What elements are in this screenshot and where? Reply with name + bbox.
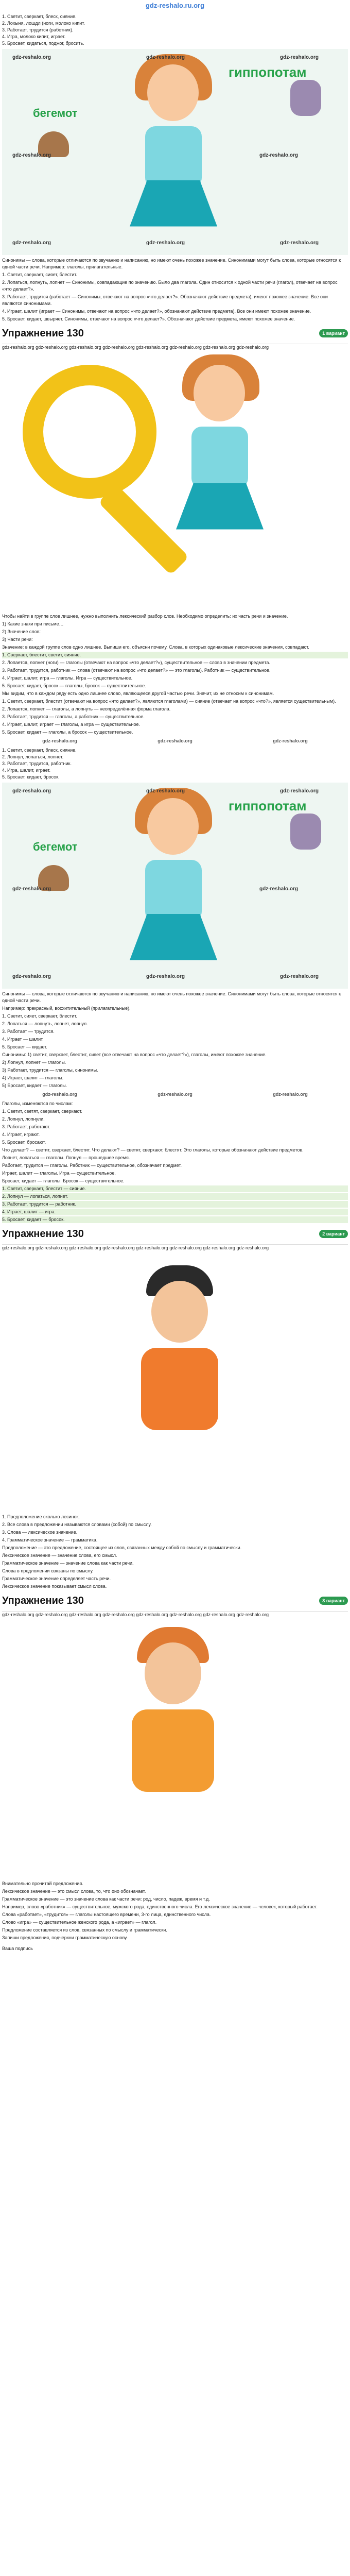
watermark: gdz-reshalo.org <box>42 1092 77 1097</box>
magnifier-image <box>23 365 156 499</box>
girl-skirt <box>130 914 217 960</box>
watermark: gdz-reshalo.org <box>69 344 101 350</box>
paragraph: Лексическое значение — значение слова, его смысл. <box>2 1552 117 1558</box>
illustration-boy-orange <box>2 1612 348 1879</box>
paragraph: 3. Работает — трудится. <box>2 1028 55 1034</box>
exercise-badge[interactable]: 1 вариант <box>319 329 348 337</box>
paragraph: Слово «игра» — существительное женского рода, а «играет» — глагол. <box>2 1919 157 1925</box>
girl-head <box>194 365 245 421</box>
girl-skirt <box>130 180 217 227</box>
watermark: gdz-reshalo.org <box>42 738 77 744</box>
paragraph: 4. Играет, шалит (играет — Синонимы, отвечают на вопрос «что делает?», обозначают действие предмета). Все они имеют похожее значение. <box>2 308 311 314</box>
paragraph: 1. Светит, сверкает, блестит — сияние. <box>2 1185 348 1192</box>
answer-block-3 <box>2 613 348 736</box>
paragraph: 4. Играет, шалит, игра — глаголы. Игра — существительное. <box>2 675 133 681</box>
watermark: gdz-reshalo.org <box>203 1612 235 1617</box>
paragraph: Слова «работает», «трудится» — глаголы настоящего времени, 3-го лица, единственного числа. <box>2 1911 211 1917</box>
watermark: gdz-reshalo.org <box>236 1245 269 1250</box>
watermark: gdz-reshalo.org <box>2 1612 34 1617</box>
paragraph: Синонимы — слова, которые отличаются по звучанию и написанию, но имеют очень похожее значение. Синонимами могут быть слова, которые относятся к одной части речи. <box>2 991 341 1003</box>
site-header[interactable]: gdz-reshalo.ru.org <box>145 2 205 9</box>
paragraph: 5. Бросает, кидает, швыряет. Синонимы, отвечают на вопрос «что делает?». Обозначают действие предмета, имеют похожее значение. <box>2 316 295 321</box>
paragraph: 4) Играет, шалит — глаголы. <box>2 1075 64 1080</box>
exercise-badge[interactable]: 2 вариант <box>319 1230 348 1238</box>
watermark: gdz-reshalo.org <box>169 1612 202 1617</box>
watermark: gdz-reshalo.org <box>157 1092 192 1097</box>
exercise-title: Упражнение 130 <box>2 1595 84 1606</box>
hippo-label: гиппопотам <box>229 798 307 814</box>
answer-line: 4. Игра, молоко кипит, играет. <box>2 33 66 39</box>
paragraph: Что делает? — светит, сверкает, блестит. Что делают? — светят, сверкают, блестят. Это глаголы, которые обозначают действие предметов. <box>2 1147 304 1153</box>
hippo-image <box>290 814 321 850</box>
exercise-title: Упражнение 130 <box>2 1228 84 1240</box>
watermark: gdz-reshalo.org <box>69 1245 101 1250</box>
watermark: gdz-reshalo.org <box>236 344 269 350</box>
paragraph: Работает, трудится — глаголы. Работник — существительное, обозначает предмет. <box>2 1162 182 1168</box>
watermark: gdz-reshalo.org <box>157 738 192 744</box>
watermark: gdz-reshalo.org <box>12 240 51 246</box>
paragraph: Предположение — это предложение, состоящее из слов, связанных между собой по смыслу и грамматически. <box>2 1545 242 1550</box>
paragraph: Бросает, кидает — глаголы. Бросок — существительное. <box>2 1178 125 1183</box>
paragraph: 1. Предположение сколько лесинок. <box>2 1514 80 1519</box>
watermark: gdz-reshalo.org <box>136 344 168 350</box>
paragraph: Внимательно прочитай предложения. <box>2 1880 83 1886</box>
watermark: gdz-reshalo.org <box>203 344 235 350</box>
illustration-magnifier-girl <box>2 344 348 612</box>
watermark: gdz-reshalo.org <box>259 152 299 158</box>
watermark: gdz-reshalo.org <box>36 344 68 350</box>
hedgehog-label: бегемот <box>33 840 78 853</box>
watermark: gdz-reshalo.org <box>280 973 319 979</box>
watermark: gdz-reshalo.org <box>102 1245 135 1250</box>
exercise-130-title-3 <box>2 1591 348 1612</box>
answer-line: 3. Работает, трудится, работник. <box>2 760 72 766</box>
watermark: gdz-reshalo.org <box>273 738 308 744</box>
paragraph: 1. Сверкает, блестит, светит, сияние. <box>2 652 348 658</box>
answer-line: 2. Лохыня, лошдл (ноги, молоко кипит. <box>2 20 85 26</box>
watermark: gdz-reshalo.org <box>169 344 202 350</box>
watermark: gdz-reshalo.org <box>236 1612 269 1617</box>
answer-line: 5. Бросает, кидает, бросок. <box>2 774 60 779</box>
girl-head <box>147 64 199 121</box>
paragraph: 3) Части речи: <box>2 636 33 642</box>
watermark: gdz-reshalo.org <box>12 973 51 979</box>
footer-text: Ваша подпись <box>2 1945 33 1951</box>
paragraph: 4. Грамматическое значение — грамматика. <box>2 1537 98 1543</box>
paragraph: Грамматическое значение — это значение слова как части речи: род, число, падеж, время и т.д. <box>2 1896 210 1902</box>
paragraph: 3. Работает, трудится, работник — слова (отвечают на вопрос «что делает?» — это глаголы). Работник — существительное. <box>2 667 271 673</box>
paragraph: 2) Значение слов: <box>2 629 41 634</box>
paragraph: 2. Лопаться, лопнуть, лопнет — Синонимы, совпадающие по значению. Было два глагола. Один относится к одной части речи (глагол), отвечает на вопрос «что делает?». <box>2 279 338 292</box>
paragraph: 5. Бросает, кидает, бросок — глаголы, бросок — существительное. <box>2 683 146 688</box>
watermark: gdz-reshalo.org <box>2 344 34 350</box>
watermark: gdz-reshalo.org <box>280 54 319 60</box>
watermark: gdz-reshalo.org <box>136 1245 168 1250</box>
paragraph: 1. Светит, сверкает, сияет, блестит. <box>2 272 77 277</box>
answer-block-1 <box>2 13 348 47</box>
watermark: gdz-reshalo.org <box>146 54 185 60</box>
answer-block-7 <box>2 1514 348 1590</box>
answer-line: 1. Светит, сверкает, блеск, сияние. <box>2 13 77 19</box>
watermark: gdz-reshalo.org <box>136 1612 168 1617</box>
paragraph: 5. Бросает, кидает — глаголы, а бросок — существительное. <box>2 729 133 735</box>
paragraph: 2. Все слова в предложении называются словами (собой) по смыслу. <box>2 1521 152 1527</box>
magnifier-handle <box>98 484 189 575</box>
answer-line: 5. Бросает, кидаться, поджог, бросить. <box>2 40 84 46</box>
paragraph: 1. Светит, сверкает, блестит (отвечают на вопрос «что делает?», являются глаголами) — сияние (отвечает на вопрос «что?», является существительным). <box>2 698 336 704</box>
watermark-row <box>2 737 348 746</box>
paragraph: 5. Бросает, кидает — бросок. <box>2 1216 348 1223</box>
illustration-girl-animals <box>2 49 348 255</box>
watermark: gdz-reshalo.org <box>12 54 51 60</box>
paragraph: 3) Работает, трудится — глаголы, синонимы. <box>2 1067 98 1073</box>
boy-body <box>132 1709 214 1792</box>
watermark: gdz-reshalo.org <box>146 973 185 979</box>
answer-line: 1. Светит, сверкает, блеск, сияние. <box>2 747 77 753</box>
watermark: gdz-reshalo.org <box>69 1612 101 1617</box>
paragraph: 3. Работает, работают. <box>2 1124 50 1129</box>
paragraph: 3. Работает, трудится (работает — Синонимы, отвечают на вопрос «что делает?». Обозначают действие предмета), имеют похожее значение. Все они являются синонимами. <box>2 294 328 306</box>
hippo-label: гиппопотам <box>229 64 307 80</box>
hedgehog-label: бегемот <box>33 106 78 120</box>
girl-skirt <box>176 483 264 530</box>
paragraph: 4. Играет, шалит, играет — глаголы, а игра — существительное. <box>2 721 141 727</box>
paragraph: 5. Бросает, бросают. <box>2 1139 46 1145</box>
girl-body <box>145 860 202 922</box>
exercise-130-title-1 <box>2 324 348 344</box>
paragraph: Слова в предложении связаны по смыслу. <box>2 1568 94 1573</box>
paragraph: 1) Какие знаки при письме… <box>2 621 64 626</box>
paragraph: Синонимы: 1) светит, сверкает, блестит, сияет (все отвечают на вопрос «что делает?»), глаголы, имеют похожее значение. <box>2 1052 267 1057</box>
paragraph: 3. Слова — лексическое значение. <box>2 1529 78 1535</box>
paragraph: 1. Светит, сияет, сверкает, блестит. <box>2 1013 77 1019</box>
watermark: gdz-reshalo.org <box>146 240 185 246</box>
girl-body <box>145 126 202 188</box>
paragraph: 3. Работает, трудится — работник. <box>2 1201 348 1208</box>
watermark: gdz-reshalo.org <box>203 1245 235 1250</box>
paragraph: Грамматическое значение — значение слова как части речи. <box>2 1560 134 1566</box>
paragraph: 4. Играет, шалит — игра. <box>2 1209 348 1215</box>
paragraph: 2. Лопается, лопнет — глаголы, а лопнуть — неопределённая форма глагола. <box>2 706 171 711</box>
illustration-girl-animals-2 <box>2 783 348 989</box>
watermark: gdz-reshalo.org <box>280 788 319 794</box>
paragraph: 2. Лопается, лопнет (ноги) — глаголы (отвечают на вопрос «что делает?»), существительное — слово в значении предмета. <box>2 659 270 665</box>
paragraph: Лексическое значение — это смысл слова, то, что оно обозначает. <box>2 1888 146 1894</box>
hippo-image <box>290 80 321 116</box>
paragraph: 1. Светит, светят, сверкает, сверкают. <box>2 1108 82 1114</box>
paragraph: Предложение составляется из слов, связанных по смыслу и грамматически. <box>2 1927 167 1933</box>
paragraph: Глаголы, изменяются по числам: <box>2 1100 73 1106</box>
answer-line: 3. Работает, трудится (работник). <box>2 27 74 32</box>
girl-body <box>191 427 248 488</box>
paragraph: 2. Лопнул, лопнули. <box>2 1116 45 1122</box>
paragraph: Мы видим, что в каждом ряду есть одно лишнее слово, являющееся другой частью речи. Значит, их не относим к синонимам. <box>2 690 274 696</box>
paragraph: Синонимы — слова, которые отличаются по звучанию и написанию, но имеют очень похожее значение. Синонимами могут быть слова, которые относятся к одной части речи. Например: глаголы, прилагательные. <box>2 257 341 269</box>
answer-block-6 <box>2 1100 348 1223</box>
answer-line: 2. Лопнул, лопаться, лопнет. <box>2 754 64 759</box>
paragraph: Лексическое значение показывает смысл слова. <box>2 1583 107 1589</box>
watermark: gdz-reshalo.org <box>169 1245 202 1250</box>
watermark: gdz-reshalo.org <box>2 1245 34 1250</box>
watermark-row <box>2 1090 348 1099</box>
paragraph: Чтобы найти в группе слов лишнее, нужно выполнить лексический разбор слов. Необходимо определить: их часть речи и значение. <box>2 613 288 619</box>
watermark: gdz-reshalo.org <box>12 152 51 158</box>
paragraph: Например: прекрасный, восхитительный (прилагательные). <box>2 1005 131 1011</box>
paragraph: 4. Играет, играют. <box>2 1131 40 1137</box>
boy-head <box>151 1281 208 1343</box>
girl-head <box>147 798 199 855</box>
paragraph: 5) Бросает, кидает — глаголы. <box>2 1082 67 1088</box>
paragraph: Играет, шалит — глаголы. Игра — существительное. <box>2 1170 116 1176</box>
watermark: gdz-reshalo.org <box>12 788 51 794</box>
answer-block-4 <box>2 747 348 781</box>
paragraph: 5. Бросает — кидает. <box>2 1044 47 1049</box>
paragraph: 2) Лопнул, лопнет — глаголы. <box>2 1059 66 1065</box>
answer-block-5 <box>2 991 348 1089</box>
watermark: gdz-reshalo.org <box>12 886 51 892</box>
paragraph: Значение: в каждой группе слов одно лишнее. Выпиши его, объясни почему. Слова, в которых одинаковые лексические значения, совпадают. <box>2 644 309 650</box>
exercise-130-title-2 <box>2 1224 348 1245</box>
watermark: gdz-reshalo.org <box>36 1245 68 1250</box>
watermark: gdz-reshalo.org <box>102 344 135 350</box>
exercise-title: Упражнение 130 <box>2 327 84 339</box>
answer-line: 4. Игра, шалит, играет. <box>2 767 51 773</box>
paragraph: Лопнет, лопаться — глаголы. Лопнул — прошедшее время. <box>2 1155 130 1160</box>
watermark: gdz-reshalo.org <box>36 1612 68 1617</box>
paragraph: 2. Лопнул — лопаться, лопнет. <box>2 1193 348 1200</box>
paragraph: 4. Играет — шалит. <box>2 1036 44 1042</box>
watermark: gdz-reshalo.org <box>280 240 319 246</box>
boy-body <box>141 1348 218 1430</box>
paragraph: Например, слово «работник» — существительное, мужского рода, единственного числа. Его лексическое значение — человек, который работает. <box>2 1904 318 1909</box>
illustration-boy-thinking <box>2 1245 348 1513</box>
paragraph: 2. Лопаться — лопнуть, лопнет, лопнул. <box>2 1021 88 1026</box>
paragraph: Запиши предложения, подчеркни грамматическую основу. <box>2 1935 128 1940</box>
answer-block-2 <box>2 257 348 323</box>
boy-head <box>145 1642 201 1704</box>
watermark: gdz-reshalo.org <box>273 1092 308 1097</box>
answer-block-8 <box>2 1880 348 1941</box>
watermark: gdz-reshalo.org <box>259 886 299 892</box>
watermark: gdz-reshalo.org <box>102 1612 135 1617</box>
paragraph: 3. Работает, трудится — глаголы, а работник — существительное. <box>2 714 145 719</box>
exercise-badge[interactable]: 3 вариант <box>319 1597 348 1605</box>
watermark: gdz-reshalo.org <box>146 788 185 794</box>
paragraph: Грамматическое значение определяет часть речи. <box>2 1575 111 1581</box>
